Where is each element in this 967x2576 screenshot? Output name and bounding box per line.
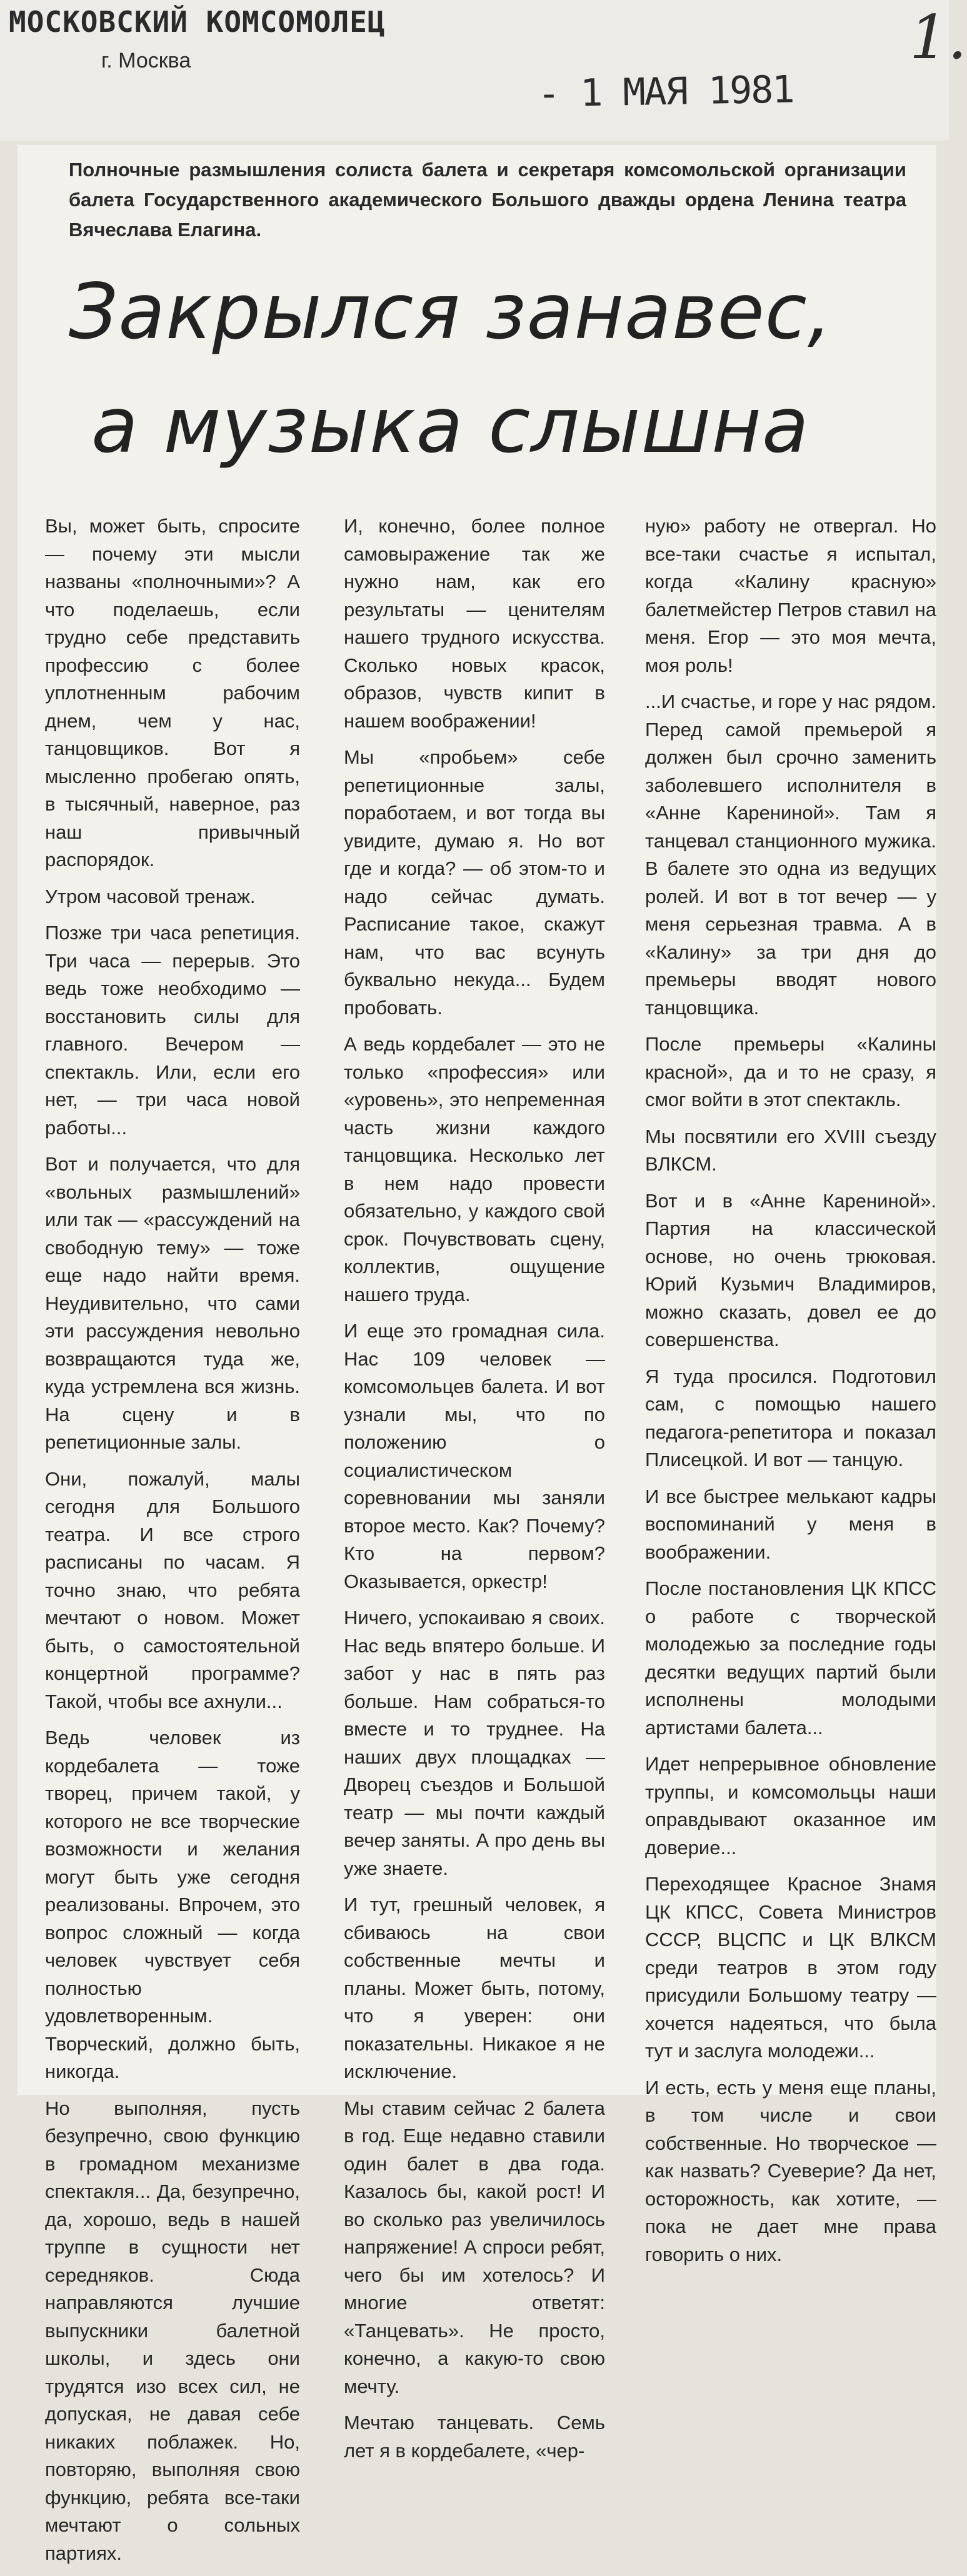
headline-line-2: а музыка слышна <box>91 381 809 470</box>
article-headline <box>69 255 881 482</box>
article-paragraph: Утром часовой тренаж. <box>45 885 256 907</box>
article-paragraph: Ничего, успокаиваю я своих. Нас ведь впятеро больше. И забот у нас в пять раз больше. Нам собраться-то вместе и то труднее. На наших двух площадках — Дворец съездов и Большой театр — мы почти каждый вечер заняты. А про день вы уже знаете. <box>344 1607 605 1879</box>
clipping-header <box>0 0 967 141</box>
article-paragraph: Вот и в «Анне Карениной». Партия на классической основе, но очень трюковая. Юрий Кузьмич Владимиров, можно сказать, довел ее до совершенства. <box>645 1189 936 1350</box>
article-column-2 <box>344 512 605 2474</box>
article-paragraph: И, конечно, более полное самовыражение так же нужно нам, как его результаты — ценителям нашего трудного искусства. Сколько новых красок, образов, чувств кипит в нашем воображении! <box>344 515 605 732</box>
article-paragraph: Переходящее Красное Знамя ЦК КПСС, Совета Министров СССР, ВЦСПС и ЦК ВЛКСМ среди театров в этом году присудили Большому театру — хочется надеяться, что была тут и заслуга молодежи... <box>645 1873 936 2062</box>
article-paragraph: Но выполняя, пусть безупречно, свою функцию в громадном механизме спектакля... Да, безупречно, да, хорошо, ведь в нашей труппе в сущности нет середняков. Сюда направляются лучшие выпускники балетной школы, и здесь они трудятся изо всех сил, не допуская, не давая себе никаких поблажек. Но, повторяю, выполняя свою функцию, ребята все-таки мечтают о сольных партиях. <box>45 2097 300 2564</box>
city-line: г. Москва <box>101 49 191 72</box>
article-paragraph: Я туда просился. Подготовил сам, с помощью нашего педагога-репетитора и показал Плисецкой. И вот — танцую. <box>645 1365 936 1470</box>
article-paragraph: И все быстрее мелькают кадры воспоминаний у меня в воображении. <box>645 1485 936 1563</box>
article-paragraph: И есть, есть у меня еще планы, в том числе и свои собственные. Но творческое — как назвать? Суеверие? Да нет, осторожность, как хотите, — пока не дает мне права говорить о них. <box>645 2076 936 2265</box>
headline-line-1: Закрылся занавес, <box>69 267 833 356</box>
article-paragraph: Мы посвятили его XVIII съезду ВЛКСМ. <box>645 1125 936 1175</box>
article-paragraph: Мы «пробьем» себе репетиционные залы, поработаем, и вот тогда вы увидите, думаю я. Но вот где и когда? — об этом-то и надо сейчас думать. Расписание такое, скажут нам, что вас всунуть буквально некуда... Будем пробовать. <box>344 746 605 1019</box>
article-lead: Полночные размышления солиста балета и секретаря комсомольской организации балета Государственного академического Большого дважды ордена Ленина театра Вячеслава Елагина. <box>69 159 906 241</box>
article-paragraph: Мечтаю танцевать. Семь лет я в кордебалете, «чер- <box>344 2412 605 2462</box>
date-stamp: - 1 МАЯ 1981 <box>537 67 794 116</box>
newspaper-masthead: МОСКОВСКИЙ КОМСОМОЛЕЦ <box>9 5 386 39</box>
article-paragraph: ную» работу не отвергал. Но все-таки счастье я испытал, когда «Калину красную» балетмейстер Петров ставил на меня. Егор — это моя мечта, моя роль! <box>645 515 936 676</box>
article-paragraph: ...И счастье, и горе у нас рядом. Перед самой премьерой я должен был срочно заменить заболевшего исполнителя в «Анне Карениной». Там я танцевал станционного мужика. В балете это одна из ведущих ролей. И вот в тот вечер — у меня серьезная травма. А в «Калину» за три дня до премьеры вводят нового танцовщика. <box>645 691 936 1019</box>
article-column-1 <box>45 512 300 2576</box>
article-paragraph: После премьеры «Калины красной», да и то не сразу, я смог войти в этот спектакль. <box>645 1033 936 1111</box>
article-paragraph: Мы ставим сейчас 2 балета в год. Еще недавно ставили один балет в два года. Казалось бы, какой рост! И во сколько раз увеличилось напряжение! А спроси ребят, чего бы им хотелось? И многие ответят: «Танцевать». Не просто, конечно, а какую-то свою мечту. <box>344 2097 605 2397</box>
page-number: 1. <box>909 2 967 72</box>
article-paragraph: Ведь человек из кордебалета — тоже творец, причем такой, у которого не все творческие возможности и желания могут быть уже сегодня реализованы. Впрочем, это вопрос сложный — когда человек чувствует себя полностью удовлетворенным. Творческий, должно быть, никогда. <box>45 1727 300 2082</box>
article-paragraph: Позже три часа репетиция. Три часа — перерыв. Это ведь тоже необходимо — восстановить силы для главного. Вечером — спектакль. Или, если его нет, — три часа новой работы... <box>45 922 300 1139</box>
article-paragraph: А ведь кордебалет — это не только «профессия» или «уровень», это непременная часть жизни каждого танцовщика. Несколько лет в нем надо провести обязательно, у каждого свой срок. Почувствовать сцену, коллектив, ощущение нашего труда. <box>344 1033 605 1305</box>
article-paragraph: Они, пожалуй, малы сегодня для Большого театра. И все строго расписаны по часам. Я точно знаю, что ребята мечтают о новом. Может быть, о самостоятельной концертной программе? Такой, чтобы все ахнули... <box>45 1467 300 1712</box>
article-paragraph: И еще это громадная сила. Нас 109 человек — комсомольцев балета. И вот узнали мы, что по положению о социалистическом соревновании мы заняли второе место. Как? Почему? Кто на первом? Оказывается, оркестр! <box>344 1320 605 1592</box>
article-paragraph: После постановления ЦК КПСС о работе с творческой молодежью за последние годы десятки ведущих партий были исполнены молодыми артистами балета... <box>645 1577 936 1739</box>
article-paragraph: Идет непрерывное обновление труппы, и комсомольцы наши оправдывают оказанное им доверие... <box>645 1753 936 1859</box>
article-paragraph: Вот и получается, что для «вольных размышлений» или так — «рассуждений на свободную тему» — тоже еще надо найти время. Неудивительно, что сами эти рассуждения невольно возвращаются туда же, куда устремлена вся жизнь. На сцену и в репетиционные залы. <box>45 1153 300 1453</box>
article-paragraph: Вы, может быть, спросите — почему эти мысли названы «полночными»? А что поделаешь, если трудно себе представить профессию с более уплотненным рабочим днем, чем у нас, танцовщиков. Вот я мысленно пробегаю опять, в тысячный, наверное, раз наш привычный распорядок. <box>45 515 300 871</box>
article-paragraph: И тут, грешный человек, я сбиваюсь на свои собственные мечты и планы. Может быть, потому, что я уверен: они показательны. Никакое я не исключение. <box>344 1894 605 2082</box>
article-column-3 <box>645 512 936 2277</box>
